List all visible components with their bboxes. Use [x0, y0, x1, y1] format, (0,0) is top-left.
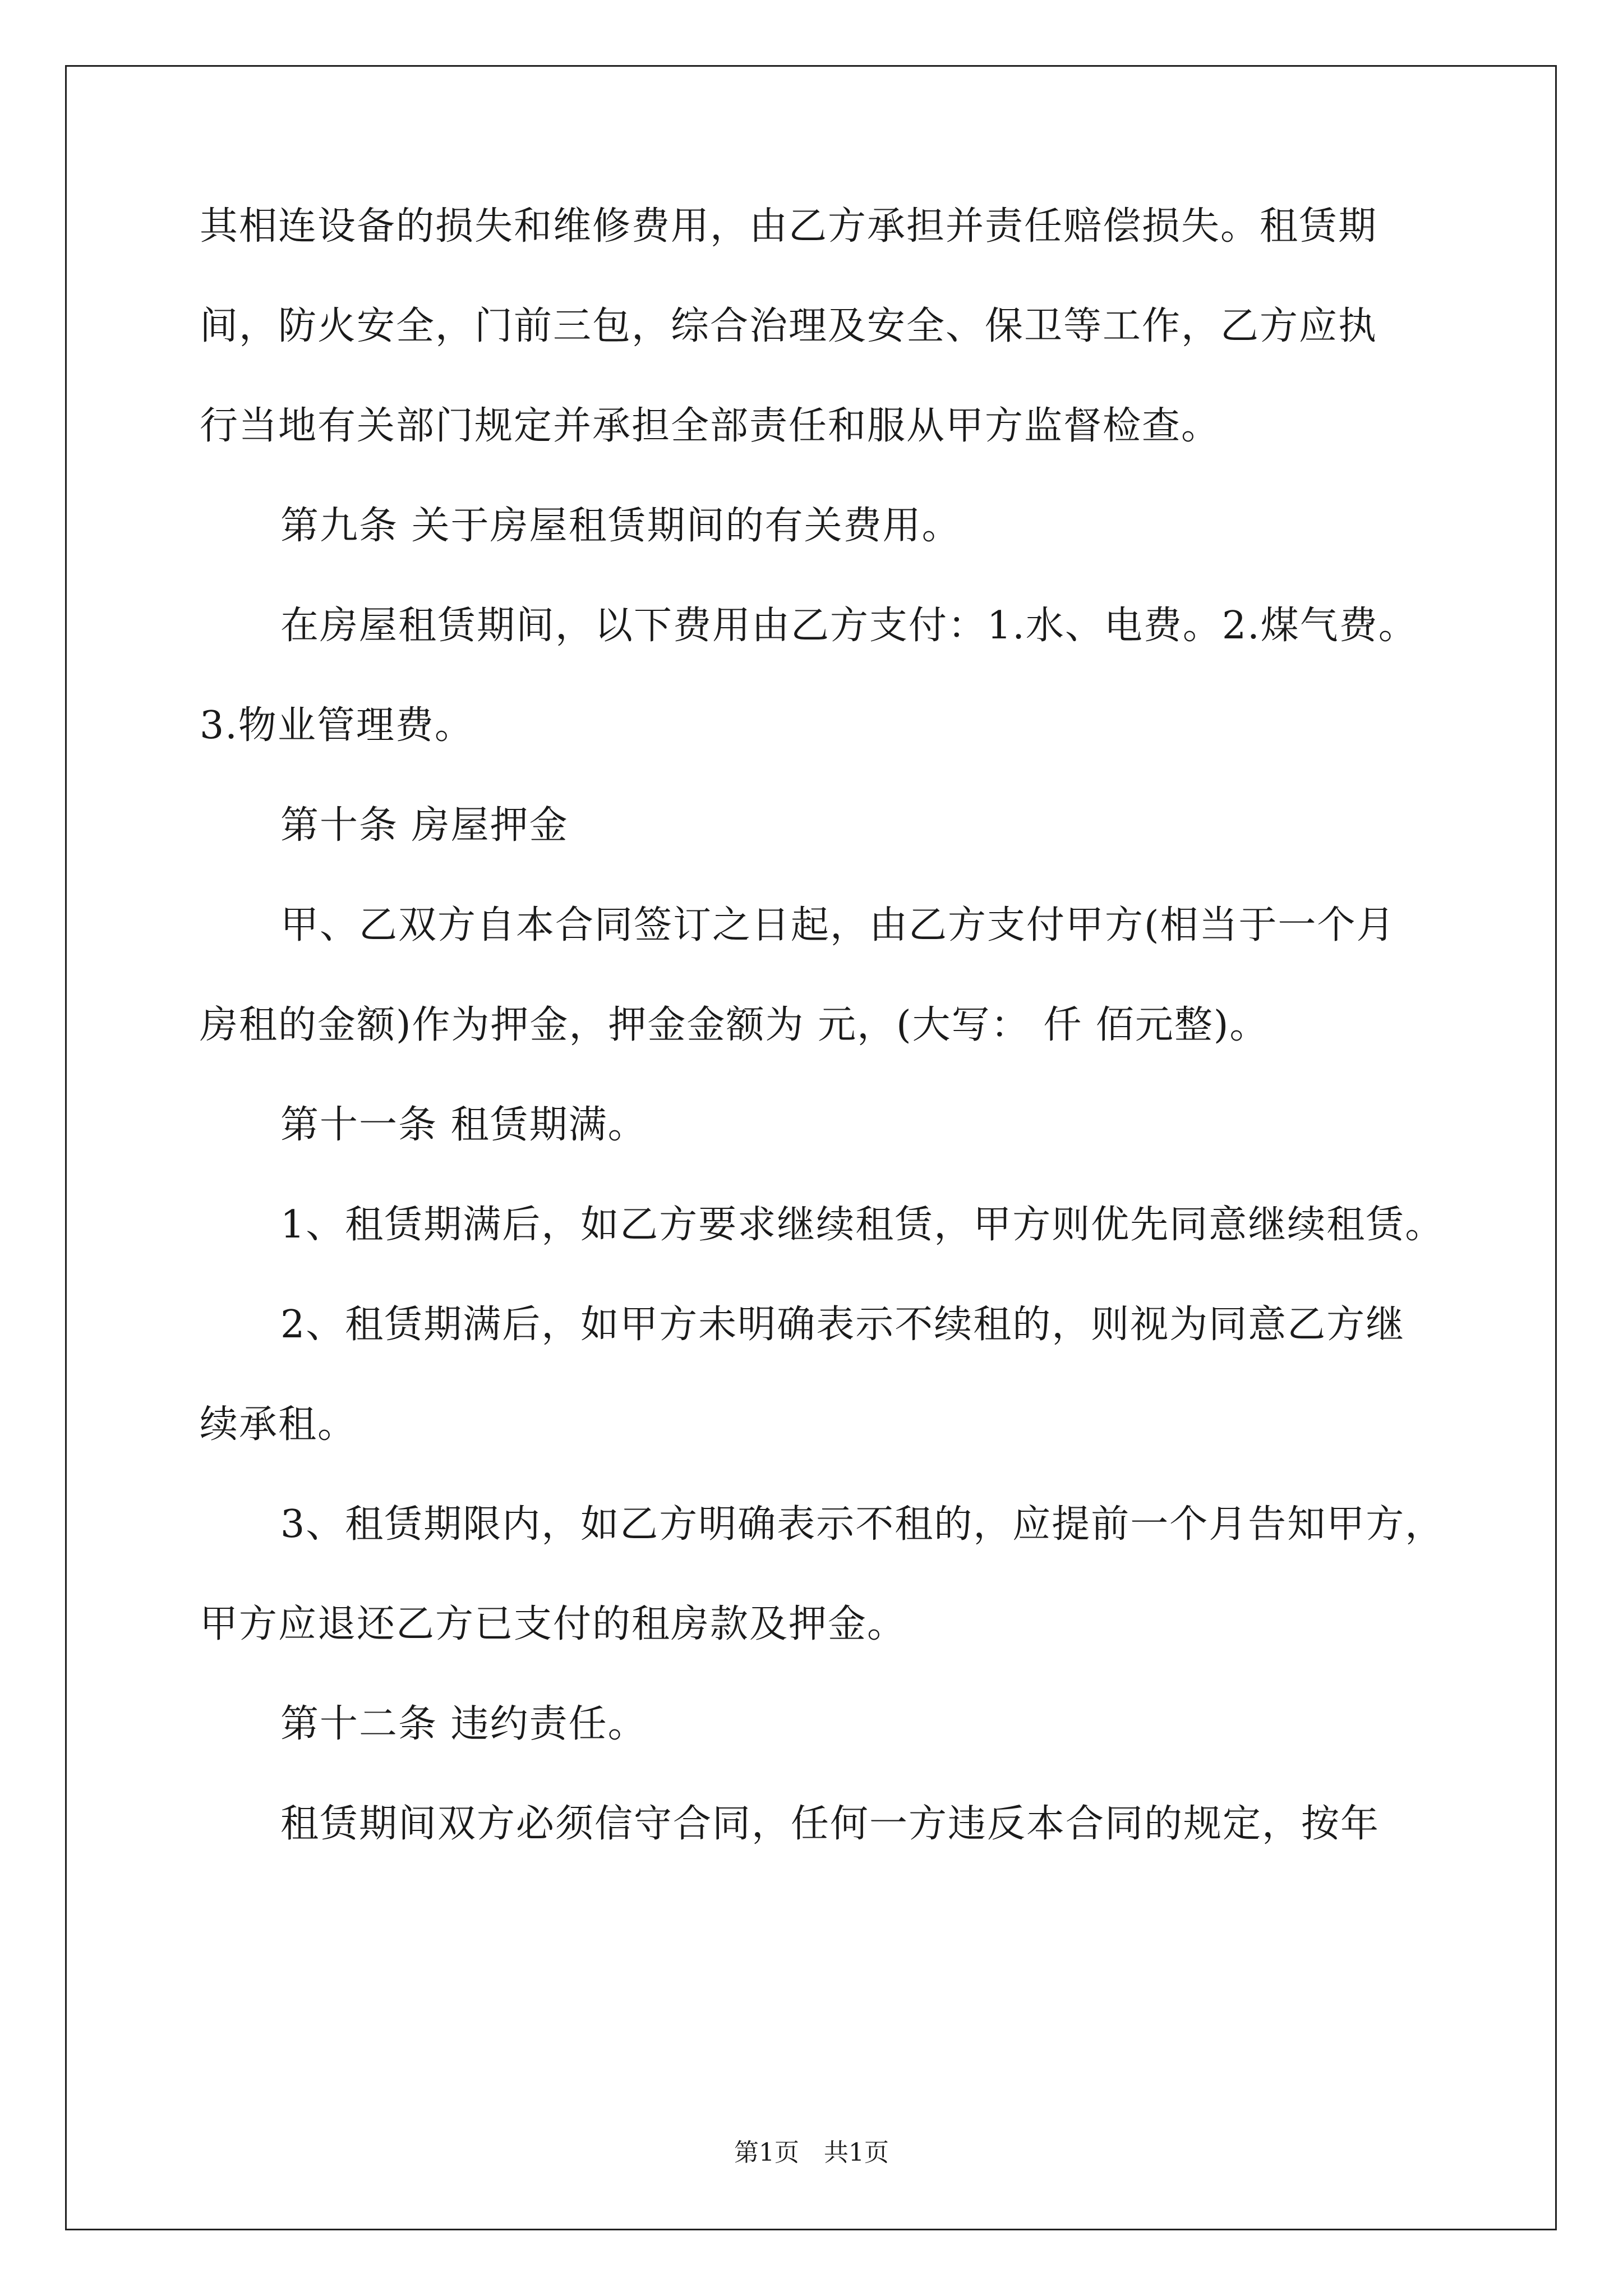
text-line-12: 2、租赁期满后，如甲方未明确表示不续租的，则视为同意乙方继: [280, 1303, 1405, 1347]
article-10-heading: 第十条 房屋押金: [280, 803, 569, 848]
text-line-3: 行当地有关部门规定并承担全部责任和服从甲方监督检查。: [200, 404, 1221, 448]
article-9-heading: 第九条 关于房屋租赁期间的有关费用。: [280, 504, 961, 548]
text-line-15: 甲方应退还乙方已支付的租房款及押金。: [200, 1602, 907, 1646]
page-footer: 第1页 共1页: [734, 2138, 889, 2167]
page-border: [65, 65, 1557, 2230]
text-line-17: 租赁期间双方必须信守合同，任何一方违反本合同的规定，按年: [280, 1802, 1380, 1846]
text-line-13: 续承租。: [200, 1402, 357, 1447]
text-line-1: 其相连设备的损失和维修费用，由乙方承担并责任赔偿损失。租赁期: [200, 204, 1378, 249]
article-12-heading: 第十二条 违约责任。: [280, 1702, 647, 1746]
text-line-2: 间，防火安全，门前三包，综合治理及安全、保卫等工作，乙方应执: [200, 304, 1378, 348]
text-line-5: 在房屋租赁期间，以下费用由乙方支付：1.水、电费。2.煤气费。: [280, 604, 1418, 648]
text-line-8: 甲、乙双方自本合同签订之日起，由乙方支付甲方(相当于一个月: [280, 903, 1396, 947]
text-line-11: 1、租赁期满后，如乙方要求继续租赁，甲方则优先同意继续租赁。: [280, 1203, 1445, 1247]
text-line-14: 3、租赁期限内，如乙方明确表示不租的，应提前一个月告知甲方，: [280, 1502, 1445, 1547]
text-line-6: 3.物业管理费。: [200, 703, 474, 748]
text-line-9: 房租的金额)作为押金，押金金额为 元，(大写： 仟 佰元整)。: [200, 1003, 1269, 1047]
article-11-heading: 第十一条 租赁期满。: [280, 1103, 647, 1147]
